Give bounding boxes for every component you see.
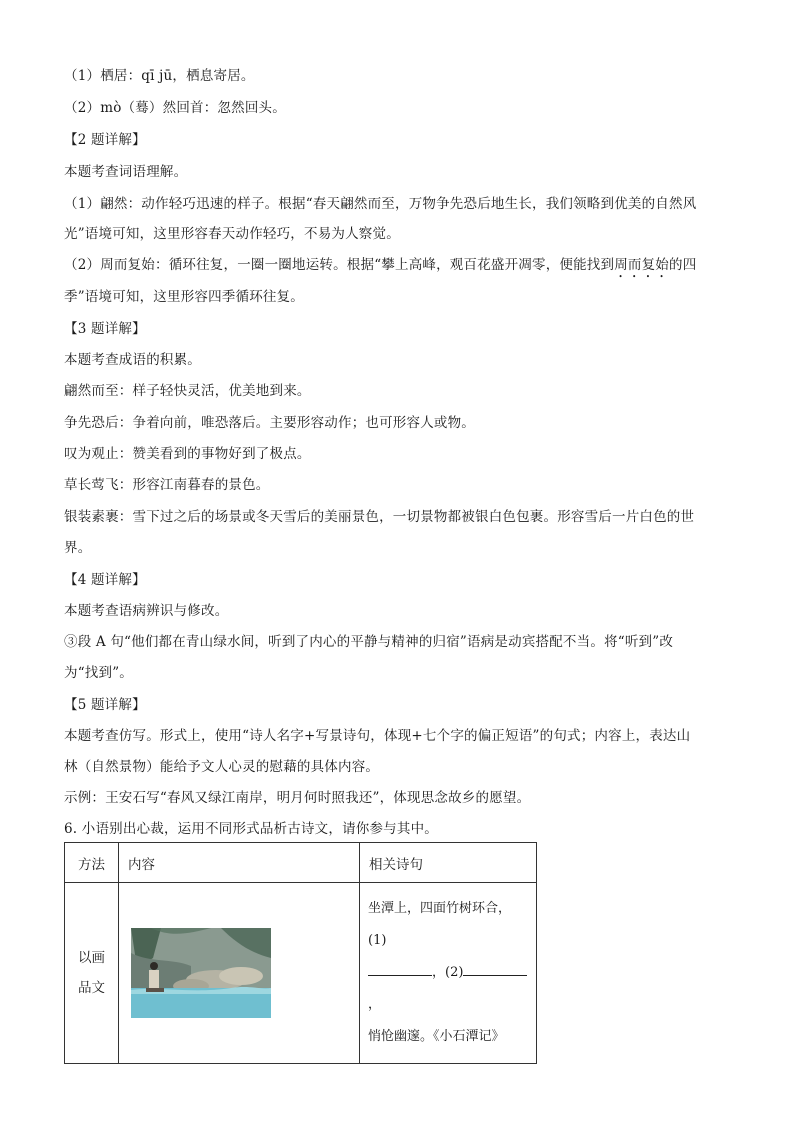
text-line: （1）翩然：动作轻巧迅速的样子。根据“春天翩然而至，万物争先恐后地生长，我们领略到优美的自然风 [64,196,697,212]
emphasized-phrase: 周而复始 [614,257,670,273]
text-line [64,256,696,281]
verse-source: 。《小石潭记》 [420,1029,505,1044]
landscape-painting [131,928,271,1018]
text-line: （1）栖居：qī jū，栖息寄居。 [64,68,255,84]
method-cell: 以画 品文 [65,883,119,1064]
header-method: 方法 [65,843,119,883]
text-line: 争先恐后：争着向前，唯恐落后。主要形容动作；也可形容人或物。 [64,415,475,431]
section-heading: 【2 题详解】 [64,132,146,148]
text-line: （2）mò（蓦）然回首：忽然回头。 [64,100,286,116]
text-line: 叹为观止：赞美看到的事物好到了极点。 [64,446,311,462]
text-line: 林（自然景物）能给予文人心灵的慰藉的具体内容。 [64,759,380,775]
question-6-table [64,842,537,1064]
text-line: ③段 A 句“他们都在青山绿水间，听到了内心的平静与精神的归宿”语病是动宾搭配不当。将“听到”改 [64,634,674,650]
text-line: 草长莺飞：形容江南暮春的景色。 [64,477,270,493]
text-line: 本题考查仿写。形式上，使用“诗人名字+写景诗句，体现+七个字的偏正短语”的句式；内容上，表达山 [64,728,691,744]
text-segment: 的四 [669,257,697,273]
text-line: 界。 [64,540,92,556]
verse-text: ，(2) [432,965,464,980]
text-line: 本题考查语病辨识与修改。 [64,603,229,619]
section-heading: 【5 题详解】 [64,697,146,713]
verse-text: 坐潭上，四面竹树环合，(1) [368,901,512,948]
text-line: 光”语境可知，这里形容春天动作轻巧，不易为人察觉。 [64,226,400,242]
content-cell [119,883,360,1064]
blank-2-input[interactable] [463,961,527,976]
text-line: 翩然而至：样子轻快灵活，优美地到来。 [64,383,311,399]
header-verse: 相关诗句 [360,843,537,883]
text-line: 季”语境可知，这里形容四季循环往复。 [64,289,305,305]
painting-illustration [131,928,271,1018]
blank-1-input[interactable] [368,961,432,976]
verse-cell [360,883,537,1064]
text-line: 本题考查词语理解。 [64,164,188,180]
text-line: 本题考查成语的积累。 [64,352,201,368]
verse-text: 悄怆幽邃 [368,1029,421,1044]
verse-text: ， [368,997,382,1012]
text-line: 示例：王安石写“春风又绿江南岸，明月何时照我还”，体现思念故乡的愿望。 [64,790,531,806]
text-line: 为“找到”。 [64,665,134,681]
text-line: 银装素裹：雪下过之后的场景或冬天雪后的美丽景色，一切景物都被银白色包裹。形容雪后一片白色的世 [64,509,695,525]
question-6-prompt: 6. 小语别出心裁，运用不同形式品析古诗文，请你参与其中。 [64,821,438,837]
section-heading: 【3 题详解】 [64,321,146,337]
text-segment: （2）周而复始：循环往复，一圈一圈地运转。根据“攀上高峰，观百花盛开凋零，便能找到 [64,257,615,273]
section-heading: 【4 题详解】 [64,572,146,588]
header-content: 内容 [119,843,360,883]
